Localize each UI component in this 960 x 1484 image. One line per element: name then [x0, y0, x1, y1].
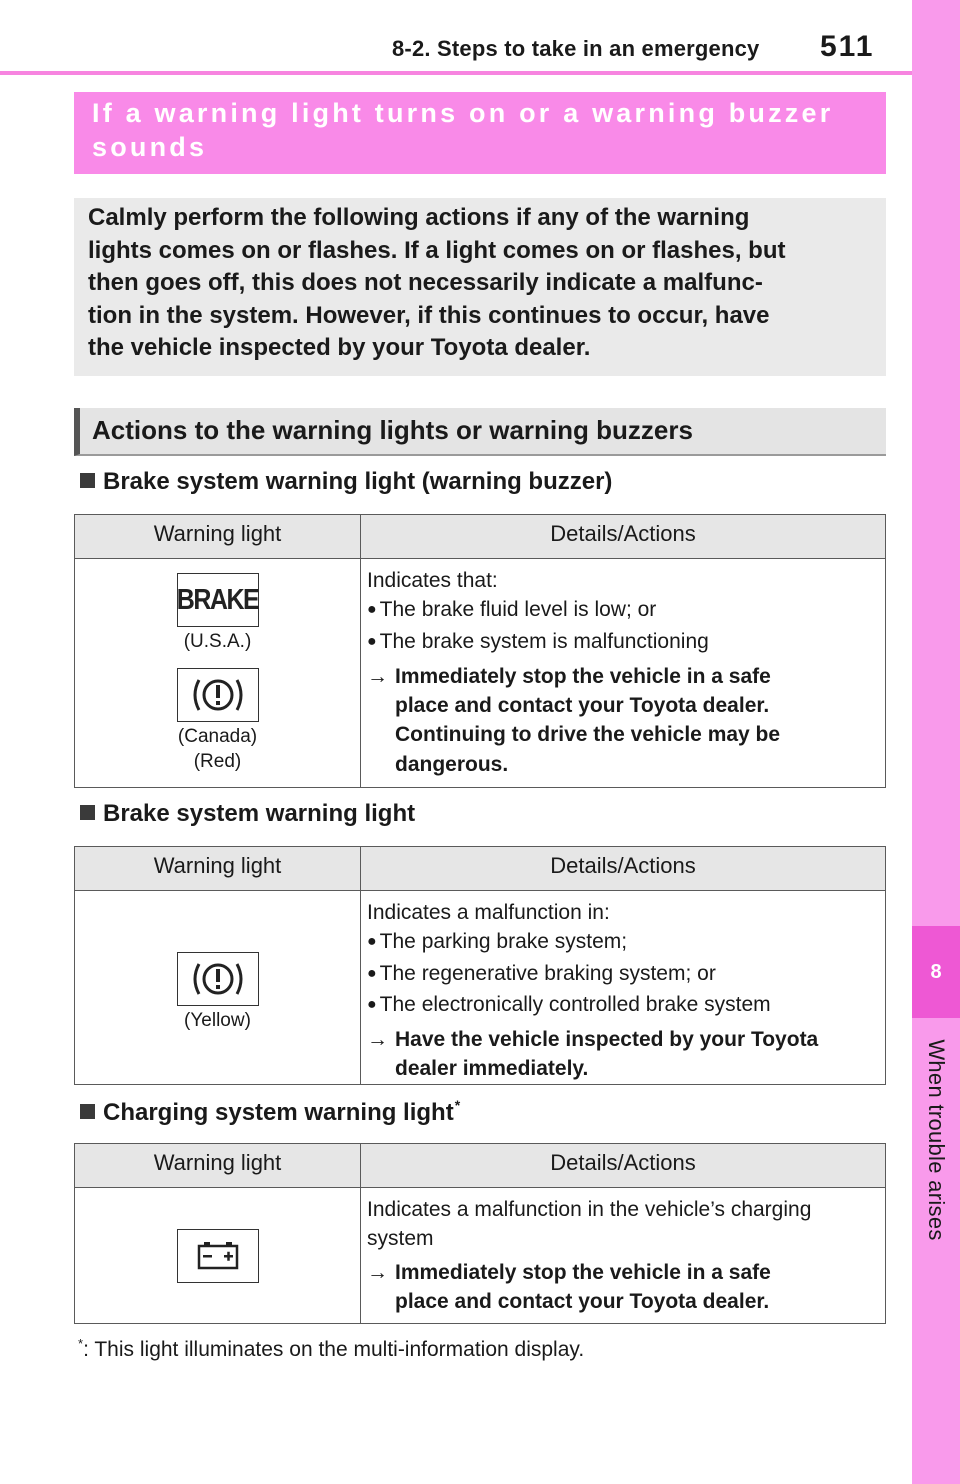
caption-usa: (U.S.A.) — [183, 631, 252, 652]
bullet-text: The brake system is malfunctioning — [379, 629, 709, 653]
side-tab — [912, 0, 960, 1484]
footnote-text: : This light illuminates on the multi-information display. — [83, 1338, 585, 1361]
details-intro: Indicates a malfunction in: — [367, 901, 610, 924]
table-header — [75, 1144, 885, 1188]
page-number: 511 — [820, 30, 875, 63]
caption-red: (Red) — [193, 751, 242, 772]
details-cell — [361, 559, 885, 787]
details-intro-line: Indicates a malfunction in the vehicle’s charging — [367, 1198, 812, 1221]
subheading-text: Charging system warning light — [103, 1099, 454, 1126]
action-line: dangerous. — [395, 752, 509, 776]
table-row — [75, 891, 885, 1084]
bullet-text: The parking brake system; — [379, 930, 628, 954]
action-block — [367, 662, 877, 779]
header-warning-light: Warning light — [75, 847, 361, 890]
action-line: Immediately stop the vehicle in a safe — [395, 1260, 771, 1284]
bullet-item — [367, 595, 877, 626]
section-title: 8-2. Steps to take in an emergency — [392, 36, 760, 61]
topic-title-line-1: If a warning light turns on or a warning buzzer — [92, 98, 834, 128]
header-warning-light: Warning light — [75, 1144, 361, 1187]
action-line: place and contact your Toyota dealer. — [395, 694, 770, 718]
caption-yellow: (Yellow) — [184, 1010, 251, 1031]
square-bullet-icon — [80, 473, 95, 488]
table-row — [75, 1188, 885, 1323]
header-details-actions: Details/Actions — [550, 1149, 696, 1175]
details-intro: Indicates that: — [367, 569, 498, 592]
warning-light-cell — [75, 1188, 361, 1323]
action-line: place and contact your Toyota dealer. — [395, 1289, 770, 1313]
subheading-brake-buzzer — [80, 468, 612, 496]
charging-table — [74, 1143, 886, 1324]
bullet-text: The regenerative braking system; or — [379, 961, 716, 985]
bullet-text: The brake fluid level is low; or — [379, 598, 657, 622]
circle-exclamation-icon — [177, 668, 259, 722]
action-line: Immediately stop the vehicle in a safe — [395, 664, 771, 688]
details-cell — [361, 891, 885, 1084]
details-cell — [361, 1188, 885, 1323]
section-heading — [74, 408, 886, 456]
header-warning-light: Warning light — [75, 515, 361, 558]
square-bullet-icon — [80, 1104, 95, 1119]
intro-line: the vehicle inspected by your Toyota dealer. — [88, 334, 591, 362]
warning-light-cell — [75, 891, 361, 1084]
footnote — [78, 1336, 584, 1362]
subheading-text: Brake system warning light — [103, 800, 416, 827]
section-heading-text: Actions to the warning lights or warning buzzers — [92, 415, 693, 445]
brake-light-table — [74, 846, 886, 1085]
intro-line: then goes off, this does not necessarily indicate a malfunc- — [88, 269, 763, 297]
bullet-item — [367, 959, 877, 990]
brake-icon-text: BRAKE — [176, 583, 259, 616]
intro-line: lights comes on or flashes. If a light comes on or flashes, but — [88, 236, 786, 264]
details-intro-line: system — [367, 1227, 434, 1251]
subheading-text: Brake system warning light (warning buzzer) — [103, 468, 613, 495]
arrow-icon: → — [367, 1028, 388, 1052]
bullet-item — [367, 627, 877, 658]
topic-title-band — [74, 92, 886, 174]
topic-title-line-2: sounds — [92, 132, 208, 162]
intro-box — [74, 198, 886, 376]
footnote-mark: * — [78, 1336, 84, 1351]
action-line: dealer immediately. — [395, 1057, 589, 1081]
header-details-actions: Details/Actions — [550, 852, 696, 878]
chapter-label: When trouble arises — [924, 1039, 949, 1241]
battery-icon — [177, 1229, 259, 1283]
bullet-item — [367, 927, 877, 958]
square-bullet-icon — [80, 805, 95, 820]
table-header — [75, 847, 885, 891]
arrow-icon: → — [367, 664, 388, 688]
action-line: Have the vehicle inspected by your Toyota — [395, 1028, 819, 1052]
brake-buzzer-table — [74, 514, 886, 788]
chapter-number: 8 — [912, 926, 960, 1018]
caption-canada: (Canada) — [177, 726, 258, 747]
table-row — [75, 559, 885, 787]
footnote-mark: * — [454, 1097, 461, 1113]
table-header — [75, 515, 885, 559]
subheading-charging — [80, 1097, 460, 1127]
circle-exclamation-icon — [177, 952, 259, 1006]
warning-light-cell — [75, 559, 361, 787]
bullet-text: The electronically controlled brake system — [379, 992, 771, 1016]
subheading-brake-light — [80, 800, 415, 828]
arrow-icon: → — [367, 1260, 388, 1284]
header-rule — [0, 71, 912, 75]
brake-text-icon — [177, 573, 259, 627]
intro-line: tion in the system. However, if this continues to occur, have — [88, 301, 770, 329]
action-line: Continuing to drive the vehicle may be — [395, 723, 781, 747]
intro-line: Calmly perform the following actions if any of the warning — [88, 204, 750, 231]
action-block — [367, 1258, 877, 1317]
action-block — [367, 1025, 877, 1084]
bullet-item — [367, 990, 877, 1021]
header-details-actions: Details/Actions — [550, 520, 696, 546]
